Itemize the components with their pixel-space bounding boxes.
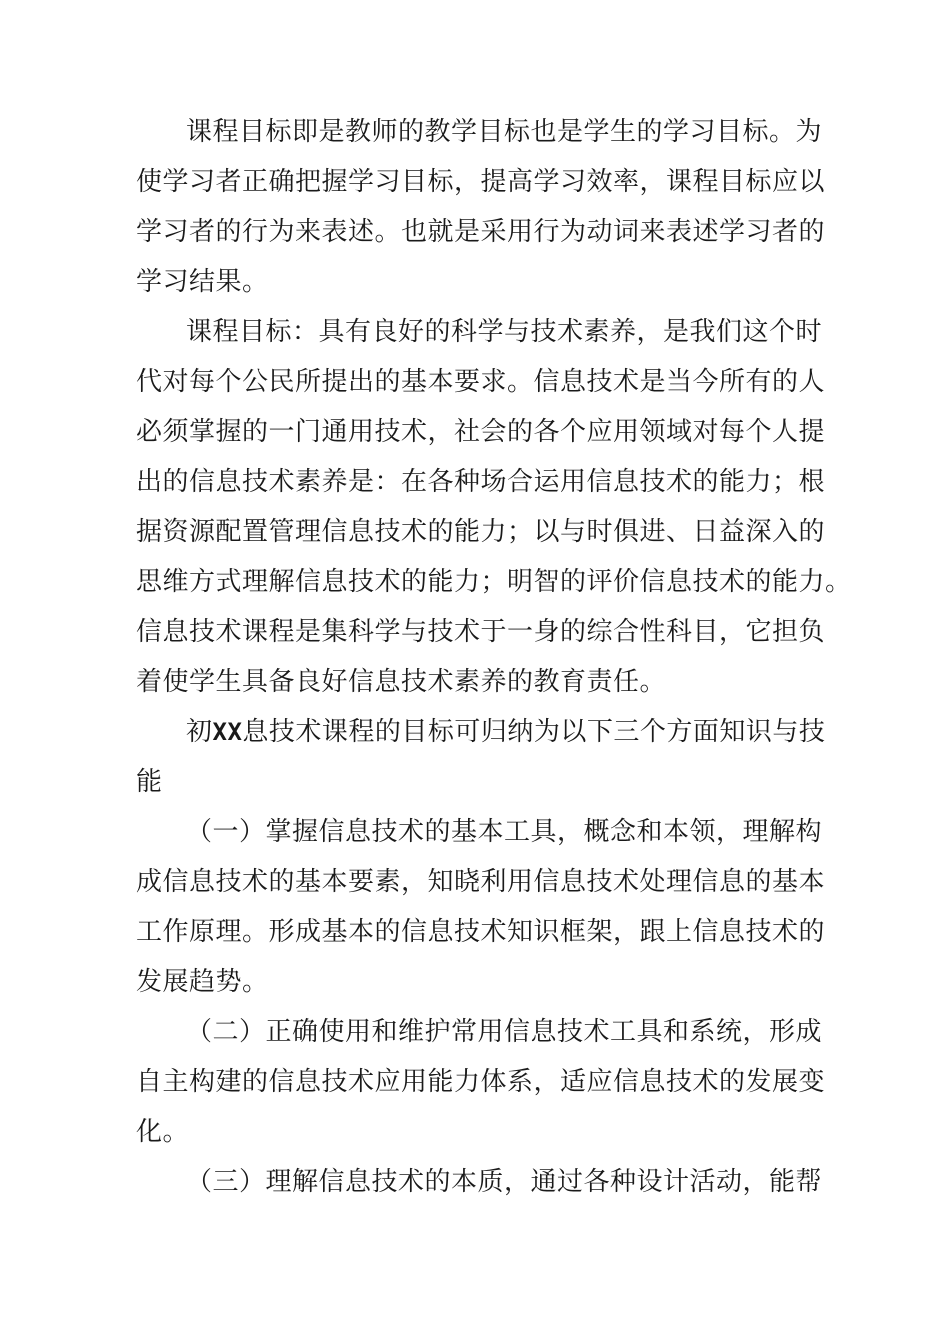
paragraph-5-line-3: 化。 — [136, 1117, 190, 1147]
paragraph-3-text-after: 息技术课程的目标可归纳为以下三个方面知识与技 — [242, 717, 826, 747]
paragraph-3-text-before: 初 — [186, 717, 213, 747]
paragraph-4-line-3: 工作原理。形成基本的信息技术知识框架，跟上信息技术的 — [136, 917, 826, 947]
paragraph-2-line-2: 代对每个公民所提出的基本要求。信息技术是当今所有的人 — [136, 367, 826, 397]
paragraph-6-line-1: （三）理解信息技术的本质，通过各种设计活动，能帮 — [186, 1167, 823, 1197]
paragraph-2-line-8: 着使学生具备良好信息技术素养的教育责任。 — [136, 667, 667, 697]
paragraph-2-line-1: 课程目标：具有良好的科学与技术素养，是我们这个时 — [186, 317, 823, 347]
paragraph-3-line-1 — [186, 714, 825, 750]
paragraph-4-line-4: 发展趋势。 — [136, 967, 269, 997]
paragraph-1-line-1: 课程目标即是教师的教学目标也是学生的学习目标。为 — [186, 117, 823, 147]
paragraph-2-line-4: 出的信息技术素养是：在各种场合运用信息技术的能力；根 — [136, 467, 826, 497]
paragraph-1-line-3: 学习者的行为来表述。也就是采用行为动词来表述学习者的 — [136, 217, 826, 247]
paragraph-2-line-5: 据资源配置管理信息技术的能力；以与时俱进、日益深入的 — [136, 517, 826, 547]
paragraph-1-line-4: 学习结果。 — [136, 267, 269, 297]
paragraph-3-placeholder-xx: XX — [212, 718, 243, 746]
paragraph-5-line-2: 自主构建的信息技术应用能力体系，适应信息技术的发展变 — [136, 1067, 826, 1097]
paragraph-2-line-3: 必须掌握的一门通用技术，社会的各个应用领域对每个人提 — [136, 417, 826, 447]
paragraph-2-line-6: 思维方式理解信息技术的能力；明智的评价信息技术的能力。 — [136, 567, 852, 597]
paragraph-4-line-2: 成信息技术的基本要素，知晓利用信息技术处理信息的基本 — [136, 867, 826, 897]
paragraph-5-line-1: （二）正确使用和维护常用信息技术工具和系统，形成 — [186, 1017, 823, 1047]
paragraph-2-line-7: 信息技术课程是集科学与技术于一身的综合性科目，它担负 — [136, 617, 826, 647]
paragraph-1-line-2: 使学习者正确把握学习目标，提高学习效率，课程目标应以 — [136, 167, 826, 197]
paragraph-3-line-2: 能 — [136, 767, 163, 797]
paragraph-4-line-1: （一）掌握信息技术的基本工具，概念和本领，理解构 — [186, 817, 823, 847]
